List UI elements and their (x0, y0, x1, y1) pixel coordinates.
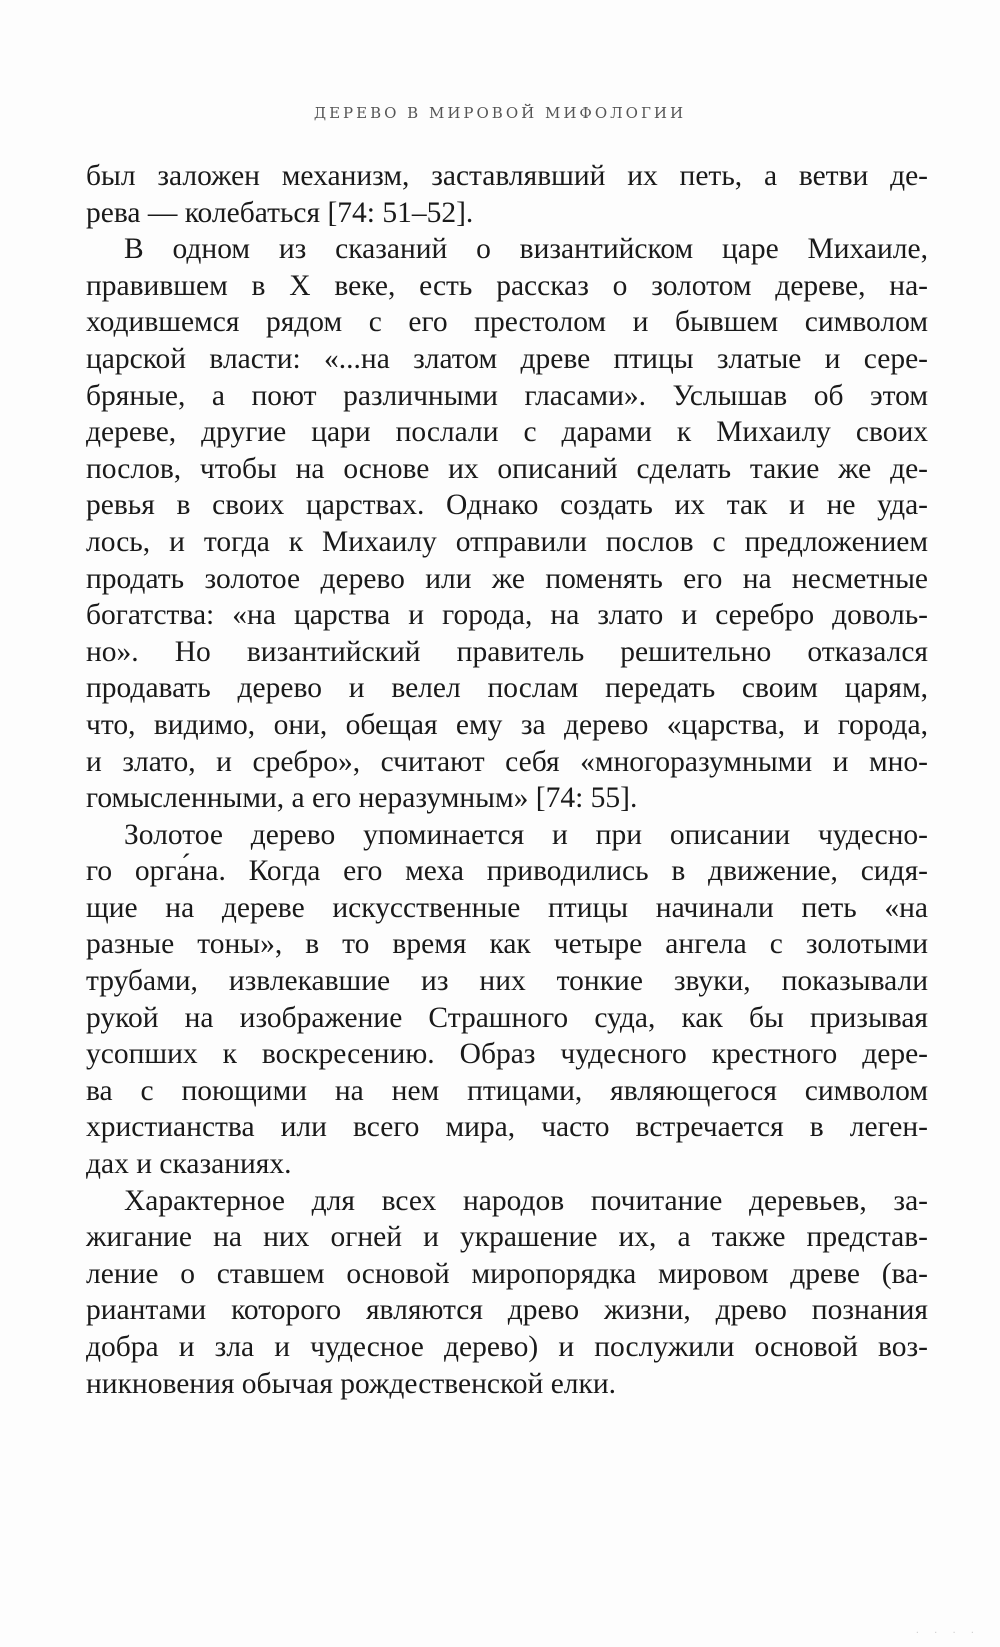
text-line: трубами, извлекавшие из них тонкие звуки, показывали (86, 965, 928, 998)
text-line: ревья в своих царствах. Однако создать их так и не уда- (86, 489, 928, 522)
text-line: продавать дерево и велел послам передать своим царям, (86, 672, 928, 705)
text-line: царской власти: «...на златом древе птицы златые и сере- (86, 342, 928, 375)
text-line: бряные, а поют различными гласами». Услышав об этом (86, 379, 928, 412)
text-line: послов, чтобы на основе их описаний сделать такие же де- (86, 452, 928, 485)
text-line: правившем в X веке, есть рассказ о золотом дереве, на- (86, 269, 928, 302)
text-line: Характерное для всех народов почитание деревьев, за- (124, 1184, 928, 1217)
text-line: жигание на них огней и украшение их, а также представ- (86, 1221, 928, 1254)
text-line: никновения обычая рождественской елки. (86, 1367, 617, 1400)
text-line: ва с поющими на нем птицами, являющегося символом (86, 1074, 928, 1107)
text-line: ление о ставшем основой миропорядка мировом древе (ва- (86, 1257, 928, 1290)
running-head: ДЕРЕВО В МИРОВОЙ МИФОЛОГИИ (313, 104, 687, 122)
text-line: богатства: «на царства и города, на злато и серебро доволь- (86, 599, 928, 632)
text-line: ходившемся рядом с его престолом и бывшем символом (86, 306, 928, 339)
text-line: рукой на изображение Страшного суда, как бы призывая (86, 1001, 928, 1034)
text-line: усопших к воскресению. Образ чудесного крестного дере- (86, 1038, 928, 1071)
text-line: христианства или всего мира, часто встречается в леген- (86, 1111, 928, 1144)
text-line: го орга́на. Когда его меха приводились в движение, сидя- (86, 855, 928, 888)
corner-mark: · · · · (915, 1628, 980, 1639)
text-line: добра и зла и чудесное дерево) и послужили основой воз- (86, 1331, 928, 1363)
body-text (86, 158, 928, 1402)
text-line: что, видимо, они, обещая ему за дерево «царства, и города, (86, 708, 928, 741)
text-line: гомысленными, а его неразумным» [74: 55]. (86, 782, 638, 815)
text-line: продать золотое дерево или же поменять его на несметные (86, 562, 928, 595)
text-line: разные тоны», в то время как четыре ангела с золотыми (86, 928, 928, 961)
text-line: щие на дереве искусственные птицы начинали петь «на (86, 891, 928, 924)
text-line: дереве, другие цари послали с дарами к Михаилу своих (86, 416, 928, 449)
text-line: но». Но византийский правитель решительно отказался (86, 635, 928, 668)
text-line: был заложен механизм, заставлявший их петь, а ветви де- (86, 160, 928, 192)
text-line: дах и сказаниях. (86, 1148, 292, 1181)
text-line: и злато, и сребро», считают себя «многоразумными и мно- (86, 745, 928, 778)
text-line: риантами которого являются древо жизни, древо познания (86, 1294, 928, 1327)
text-line: В одном из сказаний о византийском царе Михаиле, (124, 233, 928, 266)
text-line: Золотое дерево упоминается и при описании чудесно- (124, 818, 928, 851)
text-line: лось, и тогда к Михаилу отправили послов с предложением (86, 525, 928, 558)
text-line: рева — колебаться [74: 51–52]. (86, 196, 474, 229)
